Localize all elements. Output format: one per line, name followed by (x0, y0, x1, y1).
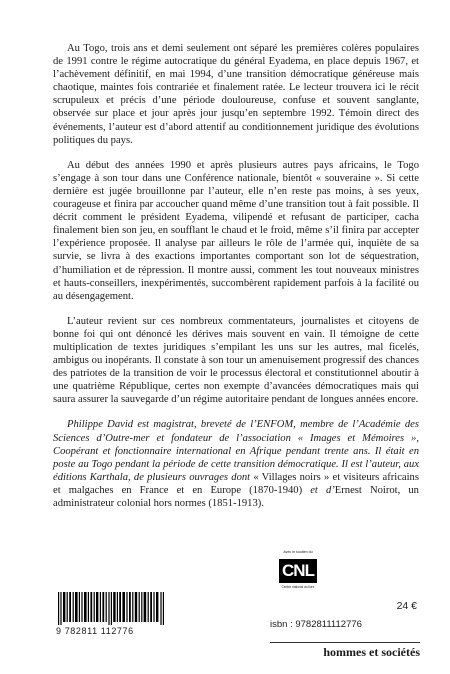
back-cover-text (53, 42, 419, 522)
cnl-logo: CNL (279, 559, 317, 583)
author-bio-book-1: « Villages noirs » et visiteurs africains et malgaches en France et en Europe (1870-1940) (53, 471, 419, 496)
barcode-number: 9 782811 112776 (56, 626, 134, 636)
author-bio-intro: Philippe David est magistrat, breveté de l’ENFOM, membre de l’Académie des Sciences d’Outre-mer et fondateur de l’association « Images et Mémoires », Coopérant et fonctionnaire international en Afrique pendant trente ans. Il était en poste au Togo pendant la période de cette transition démocratique. Il est l’auteur, aux éditions Karthala, de plusieurs ouvrages dont (53, 419, 419, 483)
summary-paragraph-3: L’auteur revient sur ces nombreux commentateurs, journalistes et citoyens de bonne foi qui ont dénoncé les dérives mais souvent en vain. Il témoigne de cette multiplication de textes juridiques s’empilant les uns sur les autres, mal ficelés, ambigus ou inopérants. Il constate à son tour un amenuisement progressif des chances des patriotes de la transition de voir le processus électoral et constitutionnel aboutir à une quatrième République, certes non exempte d’avancées démocratiques mais qui saura assurer la sauvegarde d’un régime autoritaire pendant de longues années encore. (53, 315, 419, 406)
summary-paragraph-2: Au début des années 1990 et après plusieurs autres pays africains, le Togo s’engage à son tour dans une Conférence nationale, bientôt « souveraine ». Si cette dernière est jugée brouillonne par l’auteur, elle n’en reste pas moins, à ses yeux, courageuse et finira par accoucher quand même d’une transition tout à fait possible. Il décrit comment le président Eyadema, vilipendé et refusant de participer, cacha finalement bien son jeu, en soufflant le chaud et le froid, même s’il finira par accepter l’expérience proposée. Il analyse par ailleurs le rôle de l’armée qui, inquiète de sa survie, se livra à des exactions importantes comportant son lot de séquestration, d’humiliation et de répression. Il montre aussi, comment les tout nouveaux ministres et hauts-conseillers, inexpérimentés, succombèrent rapidement parfois à la facilité ou au désengagement. (53, 159, 419, 302)
support-caption: Avec le soutien du (283, 550, 313, 554)
author-bio-book-2: Ernest Noirot, un administrateur colonial hors normes (1851-1913). (53, 484, 419, 509)
barcode-icon (58, 592, 164, 625)
summary-paragraph-1: Au Togo, trois ans et demi seulement ont séparé les premières colères populaires de 1991 contre le régime autocratique du général Eyadema, en place depuis 1967, et l’achèvement définitif, en mai 1994, d’une transition démocratique généreuse mais chaotique, maintes fois contrariée et finalement ratée. Le lecteur trouvera ici le récit scrupuleux et précis d’une période douloureuse, confuse et souvent sanglante, observée sur place et jour après jour jusqu’en septembre 1992. Témoin direct des événements, l’auteur est d’abord attentif au conditionnement juridique des évolutions politiques du pays. (53, 43, 419, 146)
isbn: isbn : 9782811112776 (270, 619, 362, 630)
cnl-subcaption: Centre national du livre (281, 585, 315, 589)
author-bio-connector: et d’ (302, 484, 335, 496)
author-bio (53, 418, 419, 510)
collection-name: hommes et sociétés (323, 645, 420, 659)
price: 24 € (396, 600, 417, 612)
